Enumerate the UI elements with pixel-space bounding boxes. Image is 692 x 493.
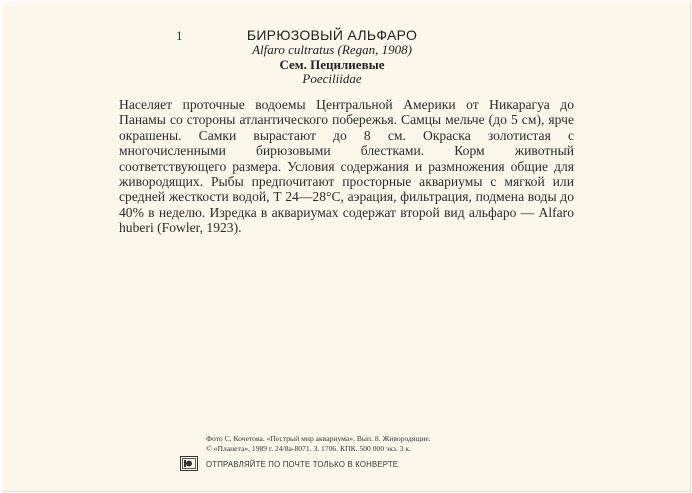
species-header <box>202 27 462 86</box>
species-description <box>119 97 574 236</box>
species-title-russian: БИРЮЗОВЫЙ АЛЬФАРО <box>246 27 418 43</box>
description-paragraph: Населяет проточные водоемы Центральной Америки от Никарагуа до Панамы со стороны атлантического побережья. Самцы мельче (до 5 см), ярче окрашены. Самки вырастают до 8 см. Окраска золотистая с многочисленными бирюзовыми блестками. Корм животный соответствующего размера. Условия содержания и размножения общие для живородящих. Рыбы предпочитают просторные аквариумы с мягкой или средней жесткости водой, Т 24—28°С, аэрация, фильтрация, подмена воды до 40% в неделю. Изредка в аквариумах содержат второй вид альфаро — Alfaro huberi (Fowler, 1923). <box>119 97 574 236</box>
family-name-latin: Poeciliidae <box>302 71 362 86</box>
publisher-logo-icon <box>180 456 198 471</box>
species-title-latin: Alfaro cultratus (Regan, 1908) <box>252 42 412 57</box>
mail-notice: ОТПРАВЛЯЙТЕ ПО ПОЧТЕ ТОЛЬКО В КОНВЕРТЕ <box>206 460 399 469</box>
postcard-back <box>2 2 691 492</box>
publication-credits <box>206 434 431 454</box>
family-name-russian: Сем. Пецилиевые <box>279 57 385 72</box>
credit-line-publisher: © «Планета», 1989 г. 24/8а-8071. З. 1706. КПК. 500 000 экз. 3 к. <box>206 444 411 453</box>
credit-line-photo: Фото С. Кочетова. «Пестрый мир аквариума». Вып. 8. Живородящие. <box>206 434 431 443</box>
card-number: 1 <box>176 28 183 43</box>
